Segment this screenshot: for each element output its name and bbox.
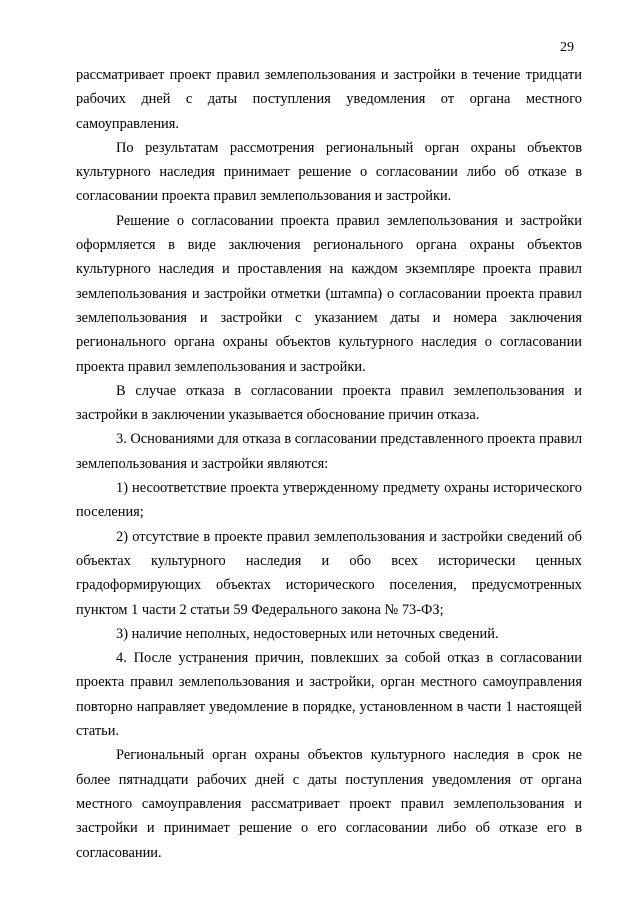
paragraph-repeat-review: Региональный орган охраны объектов культурного наследия в срок не более пятнадцати рабочих дней с даты поступления уведомления от органа местного самоуправления рассматривает проект правил землепользования и застройки и принимает решение о его согласовании либо об отказе его в согласовании. (76, 747, 582, 861)
list-item-3: 3) наличие неполных, недостоверных или неточных сведений. (116, 625, 499, 642)
paragraph-review-result: По результатам рассмотрения региональный орган охраны объектов культурного наследия принимает решение о согласовании либо об отказе в согласовании проекта правил землепользования и застройки. (76, 139, 582, 205)
paragraph-continuation: рассматривает проект правил землепользования и застройки в течение тридцати рабочих дней с даты поступления уведомления от органа местного самоуправления. (76, 67, 582, 132)
body-text (76, 63, 582, 865)
paragraph-approval-decision: Решение о согласовании проекта правил землепользования и застройки оформляется в виде заключения регионального органа охраны объектов культурного наследия и проставления на каждом экземпляре проекта правил землепользования и застройки отметки (штампа) о согласовании проекта правил землепользования и застройки с указанием даты и номера заключения регионального органа охраны объектов культурного наследия о согласовании проекта правил землепользования и застройки. (76, 212, 582, 375)
paragraph-refusal-grounds: 3. Основаниями для отказа в согласовании представленного проекта правил землепользования и застройки являются: (76, 431, 582, 472)
list-item-1: 1) несоответствие проекта утвержденному предмету охраны исторического поселения; (76, 480, 582, 521)
paragraph-refusal-justification: В случае отказа в согласовании проекта правил землепользования и застройки в заключении указывается обоснование причин отказа. (76, 382, 582, 424)
paragraph-resubmission: 4. После устранения причин, повлекших за собой отказ в согласовании проекта правил землепользования и застройки, орган местного самоуправления повторно направляет уведомление в порядке, установленном в части 1 настоящей статьи. (76, 650, 582, 740)
list-item-2: 2) отсутствие в проекте правил землепользования и застройки сведений об объектах культурного наследия и обо всех исторически ценных градоформирующих объектах исторического поселения, предусмотренных пунктом 1 части 2 статьи 59 Федерального закона № 73-ФЗ; (76, 528, 582, 618)
page-number: 29 (560, 40, 574, 55)
